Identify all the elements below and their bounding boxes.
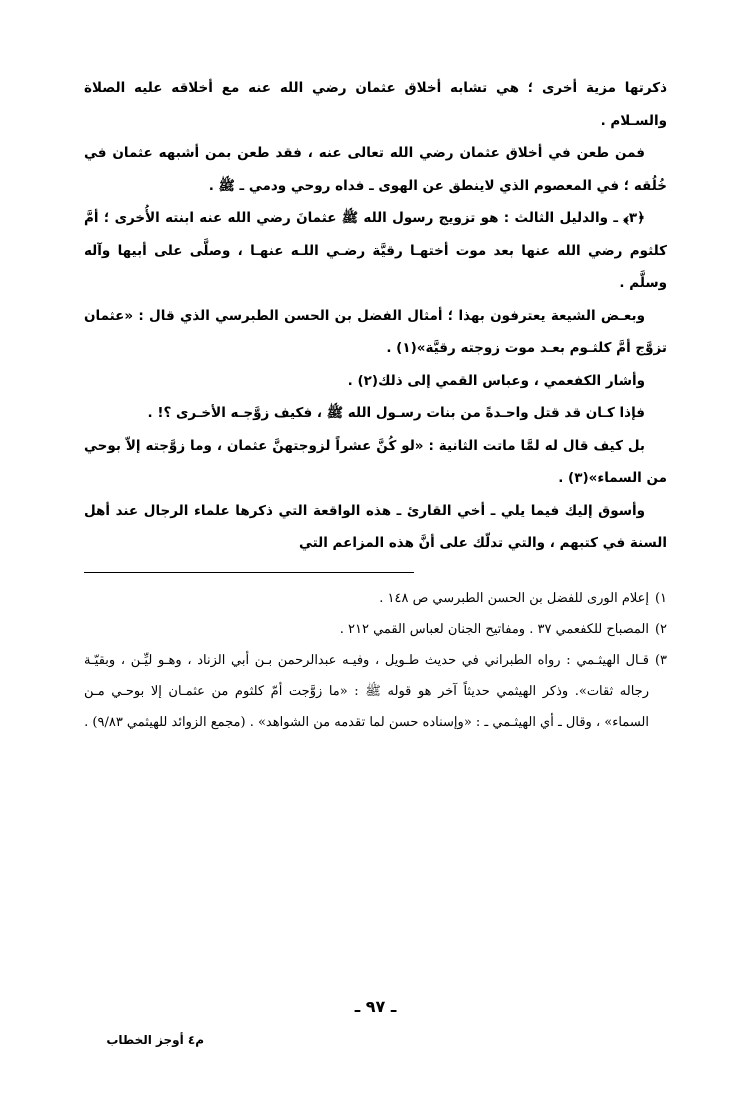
paragraph-1: ذكرتها مزية أخرى ؛ هي تشابه أخلاق عثمان رضي الله عنه مع أخلاقه عليه الصلاة والسـلام . — [84, 80, 667, 129]
paragraph-8: وأسوق إليك فيما يلي ـ أخي القارئ ـ هذه الواقعة التي ذكرها علماء الرجال عند أهل السنة في كتبهم ، والتي تدلّك على أنَّ هذه المزاعم التي — [84, 502, 667, 551]
paragraph-5: وأشار الكفعمي ، وعباس القمي إلى ذلك(٢) . — [347, 372, 645, 389]
book-signature: م٤ أوجز الخطاب — [106, 1033, 204, 1047]
footnote-separator — [84, 572, 414, 573]
page-number: ـ ٩٧ ـ — [354, 997, 397, 1016]
footnote-2 — [84, 614, 667, 645]
paragraph-3-third-evidence: ﴿٣﴾ ـ والدليل الثالث : هو تزويج رسول الله ﷺ عثمانَ رضي الله عنه ابنته الأُخرى ؛ أمَّ كلثوم رضي الله عنها بعد موت أختهـا رقيَّة رضـي اللـه عنهـا ، وصلَّى على أبيها وآله وسلَّم . — [84, 210, 667, 291]
paragraph-6: فإذا كـان قد قتل واحـدةً من بنات رسـول الله ﷺ ، فكيف زوَّجـه الأخـرى ؟! . — [147, 405, 645, 421]
paragraph-2: فمن طعن في أخلاق عثمان رضي الله تعالى عنه ، فقد طعن بمن أشبهه عثمان في خُلُقه ؛ في المعصوم الذي لاينطق عن الهوى ـ فداه روحي ودمي ـ ﷺ . — [84, 145, 667, 194]
paragraph-7: بل كيف قال له لمَّا ماتت الثانية : «لو كُنَّ عشراً لزوجتهنَّ عثمان ، وما زوَّجته إلاّ بوحي من السماء»(٣) . — [84, 437, 667, 486]
footnote-3 — [84, 645, 667, 738]
footnote-number: ٢) — [654, 621, 667, 637]
footnotes — [84, 583, 667, 738]
main-text — [84, 72, 667, 560]
footnote-text: المصباح للكفعمي ٣٧ . ومفاتيح الجنان لعباس القمي ٢١٢ . — [339, 621, 649, 637]
footnote-1 — [84, 583, 667, 614]
footnote-text: قـال الهيثـمي : رواه الطبراني في حديث طـويل ، وفيـه عبدالرحمن بـن أبي الزناد ، وهـو ليِّـن ، وبقيّـة رجاله ثقات». وذكر الهيثمي حديثاً آخر هو قوله ﷺ : «ما زوَّجت أمّ كلثوم من عثمـان إلا بوحـي مـن السماء» ، وقال ـ أي الهيثـمي ـ : «وإسناده حسن لما تقدمه من الشواهد» . (مجمع الزوائد للهيثمي ٩/٨٣) . — [84, 652, 649, 730]
footnote-number: ٣) — [654, 652, 667, 668]
paragraph-4: وبعـض الشيعة يعترفون بهذا ؛ أمثال الفضل بن الحسن الطبرسي الذي قال : «عثمان تزوَّج أمَّ كلثـوم بعـد موت زوجته رقيَّة»(١) . — [84, 307, 667, 356]
footnote-text: إعلام الورى للفضل بن الحسن الطبرسي ص ١٤٨ . — [379, 590, 649, 606]
footnote-number: ١) — [654, 590, 667, 606]
book-page — [84, 72, 667, 1082]
